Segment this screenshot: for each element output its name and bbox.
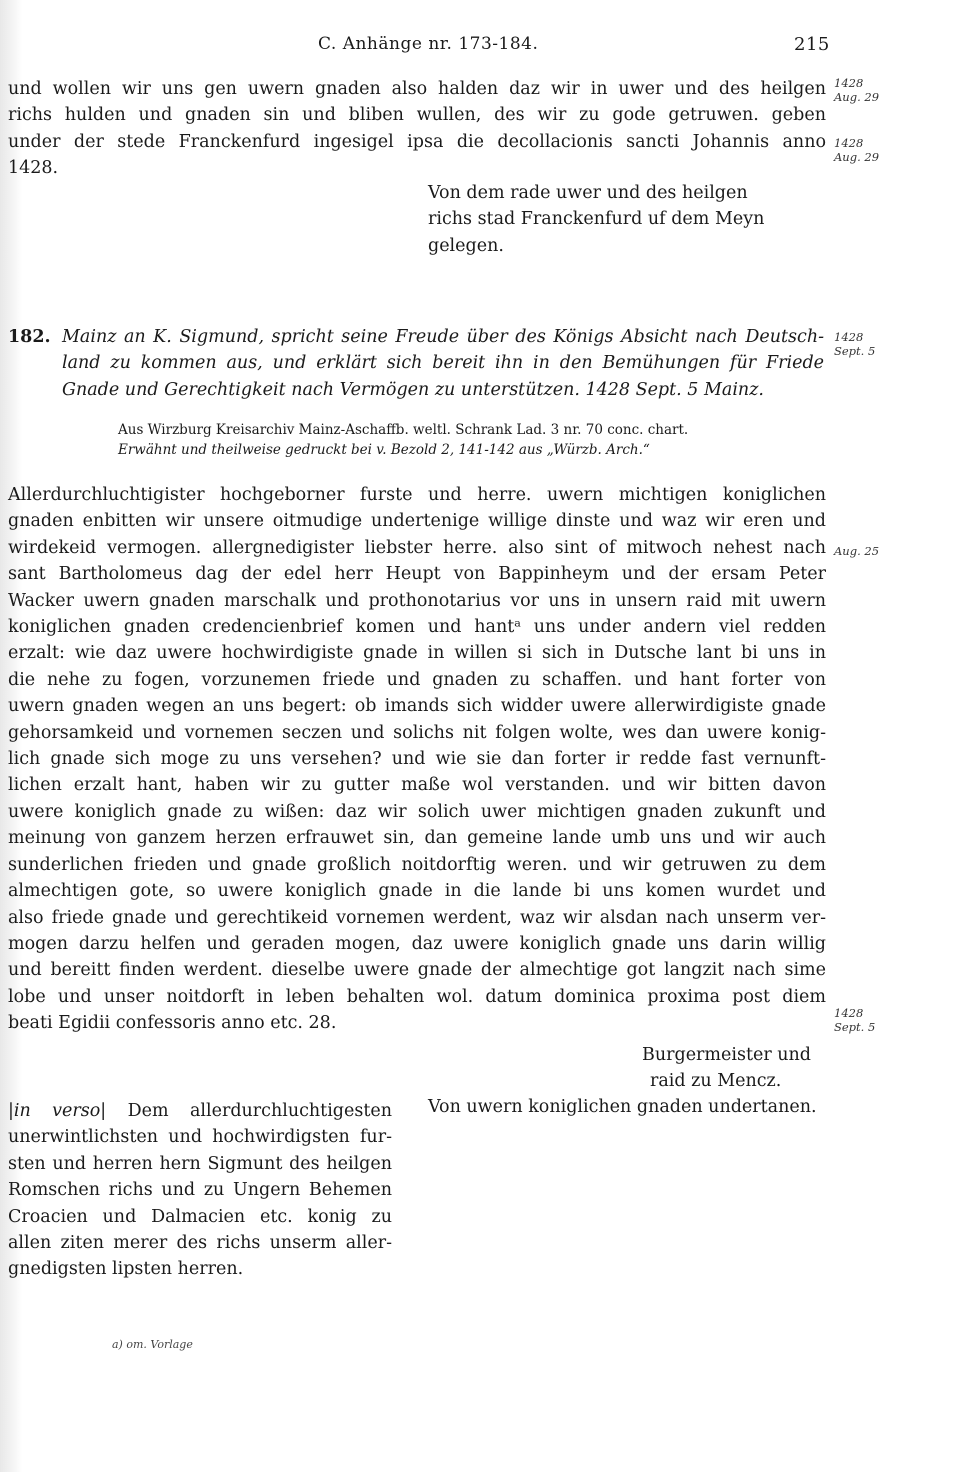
- letter-body: [8, 482, 826, 1037]
- text-line: und bereitt finden werdent. dieselbe uwere gnade der almechtige got langzit nach sime: [8, 960, 826, 981]
- regest-line: land zu kommen aus, und erklärt sich bereit ihn in den Bemühungen für Friede: [62, 353, 824, 374]
- source-line: Erwähnt und theilweise gedruckt bei v. Bezold 2, 141-142 aus „Würzb. Arch.“: [118, 442, 650, 458]
- signature-line: Burgermeister und: [642, 1045, 812, 1065]
- text-line: und wollen wir uns gen uwern gnaden also halden daz wir in uwer und des heilgen: [8, 79, 826, 99]
- letter-signature: [642, 1042, 811, 1095]
- regest: [8, 324, 824, 403]
- document-number: 182.: [8, 327, 51, 347]
- verso-line: Croacien und Dalmacien etc. konig zu: [8, 1206, 392, 1227]
- signature-line: Von dem rade uwer und des heilgen: [428, 183, 748, 203]
- header-title: C. Anhänge nr. 173-184.: [318, 34, 539, 54]
- verso-line: allen ziten merer des richs unserm aller-: [8, 1233, 392, 1254]
- regest-line: Gnade und Gerechtigkeit nach Vermögen zu unterstützen. 1428 Sept. 5 Mainz.: [62, 379, 764, 400]
- text-line: wirdekeid vermogen. allergnedigister liebster herre. also sint of mitwoch nehest nach: [8, 537, 826, 558]
- signature-line: raid zu Mencz.: [650, 1071, 782, 1092]
- text-line: beati Egidii confessoris anno etc. 28.: [8, 1013, 337, 1034]
- source-line: Aus Wirzburg Kreisarchiv Mainz-Aschaffb. weltl. Schrank Lad. 3 nr. 70 conc. chart.: [118, 422, 689, 438]
- text-line: Allerdurchluchtigister hochgeborner furste und herre. uwern michtigen koniglichen: [8, 485, 826, 505]
- text-line: meinung von ganzem herzen erfrauwet sin, dan gemeine lande umb uns und wir auch: [8, 828, 826, 849]
- signature-line: richs stad Franckenfurd uf dem Meyn: [428, 209, 765, 230]
- margin-year: 1428: [834, 330, 864, 344]
- verso-bracket: |: [8, 1101, 14, 1121]
- verso-line: sten und herren hern Sigmunt des heilgen: [8, 1153, 392, 1174]
- margin-date-body-1: [834, 544, 934, 558]
- margin-day: Sept. 5: [834, 1020, 876, 1034]
- text-line: lobe und unser noitdorft in leben behalten wol. datum dominica proxima post diem: [8, 986, 826, 1007]
- text-line: sunderlichen frieden und gnade großlich noitdorftig weren. und wir getruwen zu dem: [8, 854, 826, 875]
- margin-year: 1428: [834, 1006, 864, 1020]
- margin-day: Aug. 25: [834, 544, 880, 558]
- verso-line: Dem allerdurchluchtigesten: [127, 1101, 392, 1121]
- closing-formula: Von uwern koniglichen gnaden undertanen.: [428, 1097, 817, 1117]
- text-line: erzalt: wie daz uwere hochwirdigiste gnade in willen si sich in Dutsche lant bi uns in: [8, 643, 826, 664]
- text-line: koniglichen gnaden credencienbrief komen und hantᵃ uns under andern viel redden: [8, 617, 826, 638]
- signature-line: gelegen.: [428, 235, 504, 256]
- margin-day: Aug. 29: [834, 90, 880, 104]
- margin-year: 1428: [834, 136, 864, 150]
- margin-year: 1428: [834, 76, 864, 90]
- page-number: 215: [794, 34, 830, 55]
- margin-date-body-2: [834, 1006, 934, 1034]
- text-line: sant Bartholomeus dag der edel herr Heupt von Bappinheym und der ersam Peter: [8, 564, 826, 585]
- text-line: mogen darzu helfen und geraden mogen, daz uwere koniglich gnade uns darin willig: [8, 933, 826, 954]
- text-line: also friede gnade und gerechtikeid vornemen werdent, waz wir alsdan nach unserm ver-: [8, 907, 826, 928]
- verso-address: [8, 1098, 392, 1283]
- verso-tag: in verso: [13, 1101, 101, 1121]
- verso-line: gnedigsten lipsten herren.: [8, 1259, 244, 1280]
- margin-day: Aug. 29: [834, 150, 880, 164]
- source-note: [118, 420, 818, 460]
- text-line: uwern gnaden wegen an uns begert: ob imands sich widder uwere allerwirdigiste gnade: [8, 696, 826, 717]
- text-line: gehorsamkeid und vornemen seczen und solichs nit folgen wolte, wes dan uwere konig-: [8, 722, 826, 743]
- text-line: 1428.: [8, 158, 59, 179]
- text-line: uwere koniglich gnade zu wißen: daz wir solich uwer michtigen gnaden zukunft und: [8, 801, 826, 822]
- margin-date-bottom: [834, 136, 934, 164]
- margin-date-regest: [834, 330, 934, 358]
- verso-line: Romschen richs und zu Ungern Behemen: [8, 1180, 392, 1201]
- continuation-signature: [428, 180, 764, 259]
- text-line: richs hulden und gnaden sin und bliben wullen, des wir zu gode getruwen. geben: [8, 105, 826, 126]
- text-line: lichen erzalt hant, haben wir zu gutter maße wol verstanden. und wir bitten davon: [8, 775, 826, 796]
- verso-line: unerwintlichsten und hochwirdigsten fur-: [8, 1127, 392, 1148]
- text-line: Wacker uwern gnaden marschalk und prothonotarius vor uns in unsern raid mit uwern: [8, 590, 826, 611]
- running-header: [0, 34, 960, 58]
- text-line: lich gnade sich moge zu uns versehen? und wie sie dan forter ir redde fast vernunft-: [8, 749, 826, 770]
- margin-date-top: [834, 76, 934, 104]
- continuation-text: [8, 76, 826, 182]
- text-line: under der stede Franckenfurd ingesigel ipsa die decollacionis sancti Johannis anno: [8, 131, 826, 152]
- regest-line: Mainz an K. Sigmund, spricht seine Freude über des Königs Absicht nach Deutsch-: [62, 327, 824, 347]
- text-line: almechtigen gote, so uwere koniglich gnade in die lande bi uns komen wurdet und: [8, 881, 826, 902]
- margin-day: Sept. 5: [834, 344, 876, 358]
- verso-bracket: |: [100, 1101, 128, 1121]
- footnote: a) om. Vorlage: [112, 1338, 193, 1351]
- text-line: gnaden enbitten wir unsere oitmudige undertenige willige dinste und waz wir eren und: [8, 511, 826, 532]
- text-line: die nehe zu fogen, vorzunemen friede und gnaden zu schaffen. und hant forter von: [8, 669, 826, 690]
